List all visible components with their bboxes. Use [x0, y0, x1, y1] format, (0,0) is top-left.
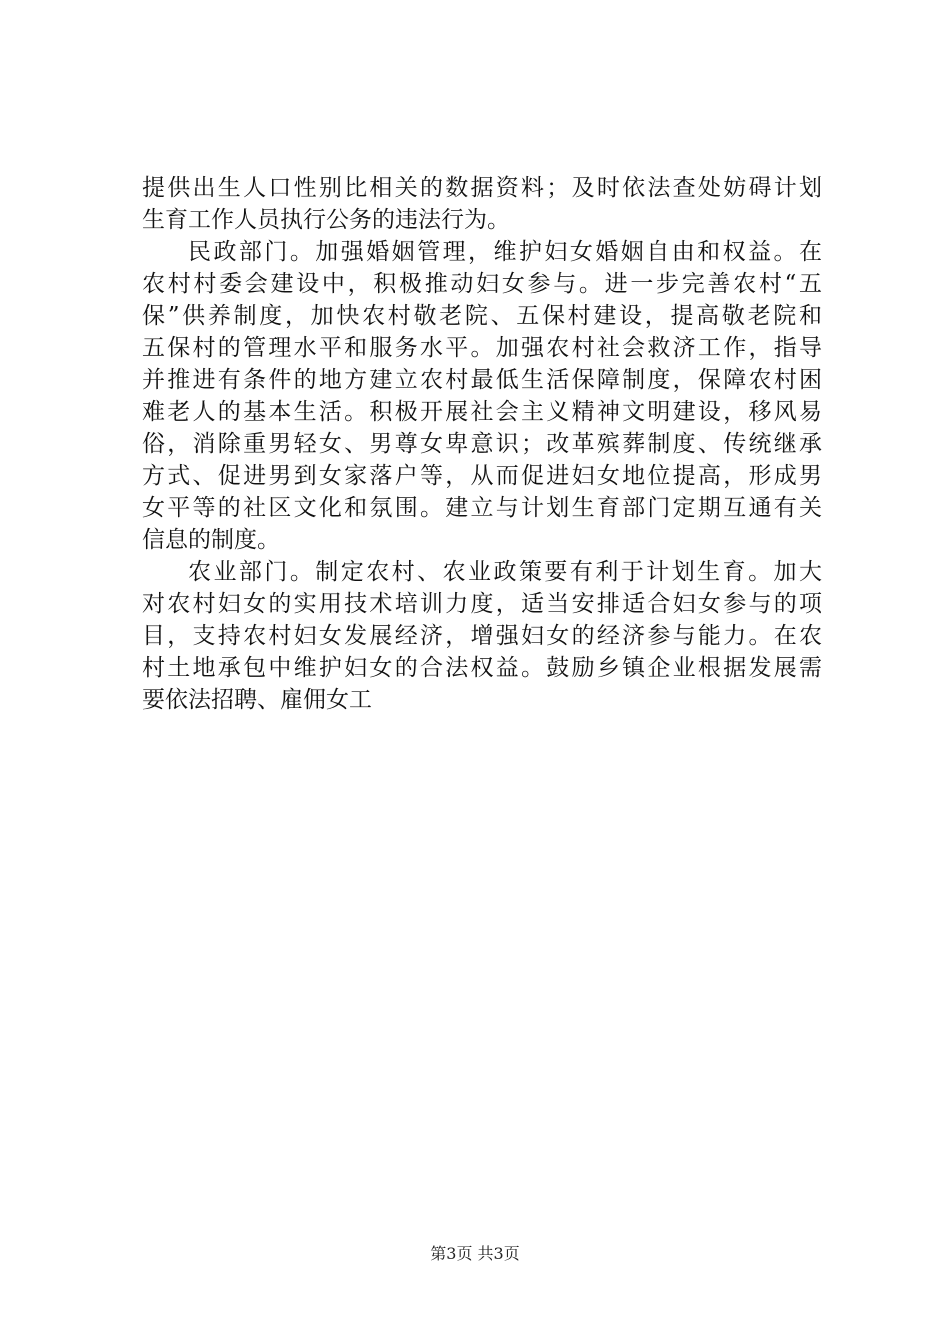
text-line: 村土地承包中维护妇女的合法权益。鼓励乡镇企业根据发展需	[142, 655, 822, 681]
text-line: 并推进有条件的地方建立农村最低生活保障制度，保障农村困	[142, 367, 822, 393]
text-line: 保”供养制度，加快农村敬老院、五保村建设，提高敬老院和	[142, 303, 822, 329]
paragraph-2	[142, 236, 822, 556]
text-line: 提供出生人口性别比相关的数据资料；及时依法查处妨碍计划	[142, 175, 822, 201]
paragraph-3	[142, 556, 822, 716]
text-line: 信息的制度。	[142, 527, 280, 553]
text-line: 民政部门。加强婚姻管理，维护妇女婚姻自由和权益。在	[188, 239, 822, 265]
text-line: 要依法招聘、雇佣女工	[142, 687, 372, 713]
text-line: 目，支持农村妇女发展经济，增强妇女的经济参与能力。在农	[142, 623, 822, 649]
text-line: 五保村的管理水平和服务水平。加强农村社会救济工作，指导	[142, 335, 822, 361]
text-line: 方式、促进男到女家落户等，从而促进妇女地位提高，形成男	[142, 463, 822, 489]
text-line: 女平等的社区文化和氛围。建立与计划生育部门定期互通有关	[142, 495, 822, 521]
text-line: 生育工作人员执行公务的违法行为。	[142, 207, 510, 233]
text-line: 农业部门。制定农村、农业政策要有利于计划生育。加大	[188, 559, 822, 585]
document-body	[142, 172, 822, 716]
text-line: 对农村妇女的实用技术培训力度，适当安排适合妇女参与的项	[142, 591, 822, 617]
text-line: 难老人的基本生活。积极开展社会主义精神文明建设，移风易	[142, 399, 822, 425]
page-footer	[0, 1242, 950, 1266]
page-number-label: 第3页 共3页	[430, 1244, 520, 1263]
text-line: 俗，消除重男轻女、男尊女卑意识；改革殡葬制度、传统继承	[142, 431, 822, 457]
paragraph-1	[142, 172, 822, 236]
text-line: 农村村委会建设中，积极推动妇女参与。进一步完善农村“五	[142, 271, 822, 297]
